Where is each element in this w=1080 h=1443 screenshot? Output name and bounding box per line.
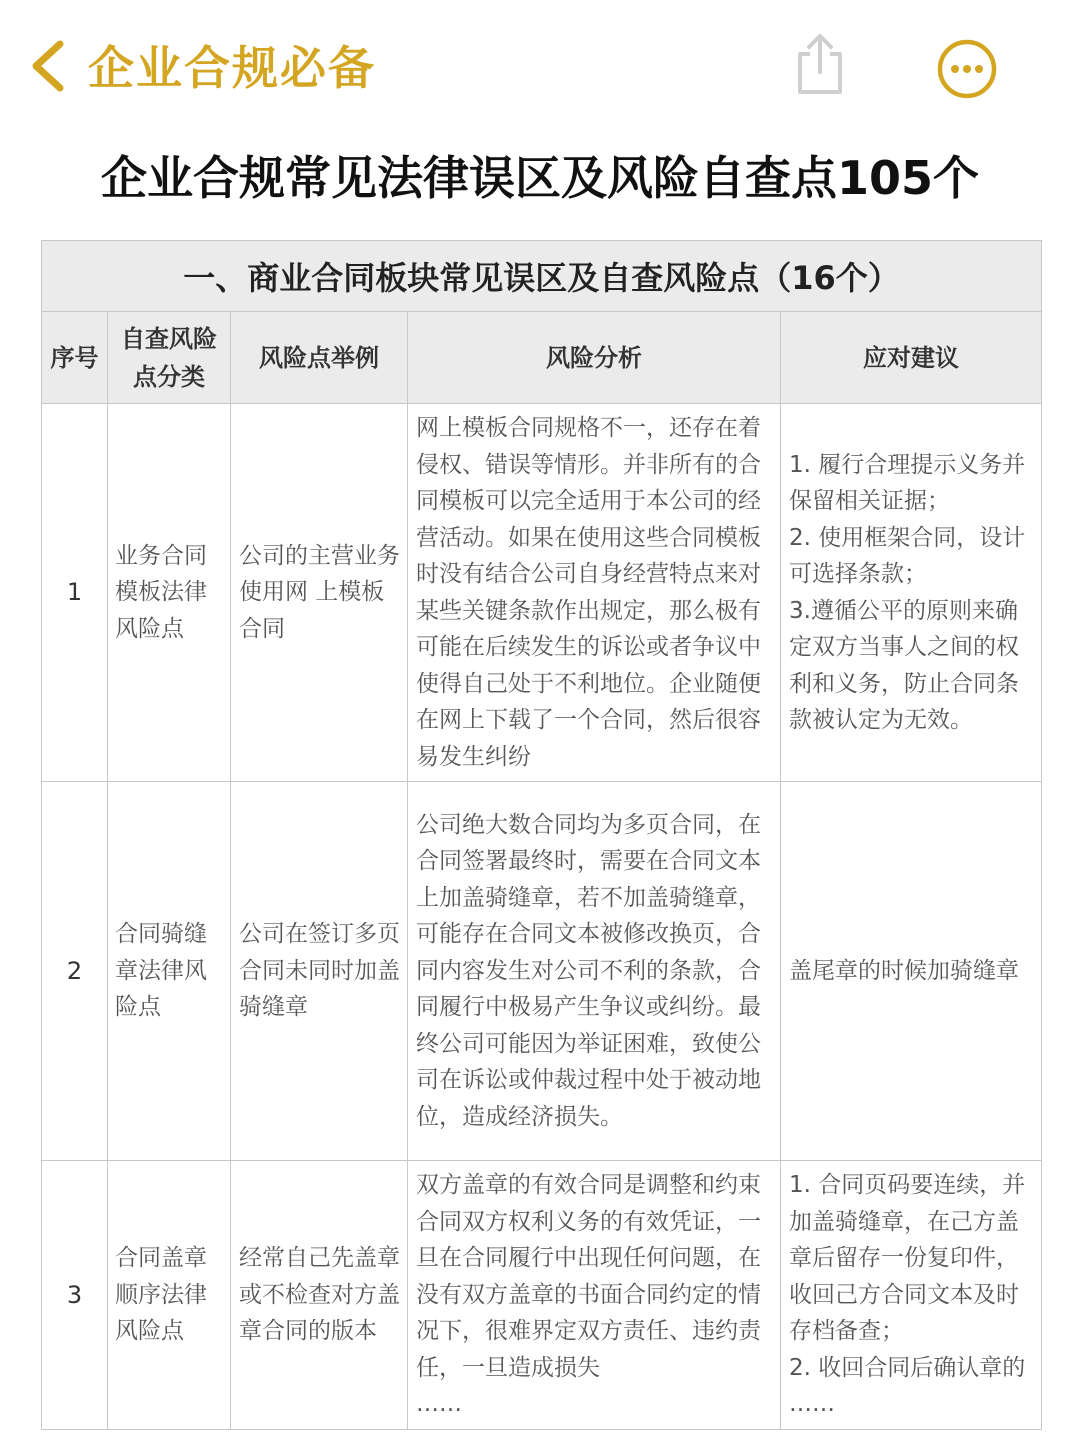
table-row: [42, 782, 1042, 1161]
row-example-text: 经常自己先盖章或不检查对方盖章合同的版本: [239, 1245, 400, 1345]
row-analysis: [408, 1161, 781, 1430]
header-example: 风险点举例: [231, 312, 408, 404]
row-category-text: 合同骑缝章法律风险点: [115, 921, 207, 1021]
row-analysis: [408, 404, 781, 782]
row-analysis-text: 网上模板合同规格不一，还存在着侵权、错误等情形。并非所有的合同模板可以完全适用于本公司的经营活动。如果在使用这些合同模板时没有结合公司自身经营特点来对某些关键条款作出规定，那么极有可能在后续发生的诉讼或者争议中使得自己处于不利地位。企业随便在网上下载了一个合同，然后很容易发生纠纷: [416, 415, 761, 770]
row-advice: [781, 404, 1042, 782]
document-title: 企业合规常见法律误区及风险自查点105个: [100, 151, 980, 205]
row-category-text: 业务合同模板法律风险点: [115, 542, 207, 642]
header-no: 序号: [42, 312, 108, 404]
table-row: [42, 1161, 1042, 1430]
row-advice-text: 1. 履行合理提示义务并保留相关证据； 2. 使用框架合同，设计可选择条款； 3.遵循公平的原则来确定双方当事人之间的权利和义务，防止合同条款被认定为无效。: [789, 451, 1026, 733]
header-advice: 应对建议: [781, 312, 1042, 404]
chevron-left-icon[interactable]: [28, 38, 68, 94]
row-category: [108, 1161, 231, 1430]
top-navigation-bar: [0, 0, 1080, 125]
header-analysis: 风险分析: [408, 312, 781, 404]
more-icon[interactable]: [936, 38, 998, 100]
row-category: [108, 404, 231, 782]
row-category-text: 合同盖章顺序法律风险点: [115, 1245, 207, 1345]
risk-table: [41, 240, 1042, 1430]
header-category: [108, 312, 231, 404]
row-advice: [781, 782, 1042, 1161]
row-category: [108, 782, 231, 1161]
row-advice: [781, 1161, 1042, 1430]
row-example-text: 公司的主营业务使用网 上模板合同: [239, 542, 400, 642]
row-analysis-text: 双方盖章的有效合同是调整和约束合同双方权利义务的有效凭证，一旦在合同履行中出现任何问题，在没有双方盖章的书面合同约定的情况下，很难界定双方责任、违约责任，一旦造成损失 ……: [416, 1172, 761, 1417]
share-icon[interactable]: [792, 30, 848, 98]
row-example: [231, 404, 408, 782]
header-category-label: 自查风险点分类: [121, 324, 217, 391]
row-advice-text: 盖尾章的时候加骑缝章: [789, 957, 1019, 984]
row-number: 3: [42, 1161, 108, 1430]
row-example: [231, 1161, 408, 1430]
section-title: 一、商业合同板块常见误区及自查风险点（16个）: [42, 241, 1042, 312]
row-advice-text: 1. 合同页码要连续，并加盖骑缝章，在己方盖章后留存一份复印件，收回己方合同文本及时存档备查； 2. 收回合同后确认章的 ……: [789, 1172, 1026, 1417]
section-header-row: [42, 241, 1042, 312]
row-analysis-text: 公司绝大数合同均为多页合同，在合同签署最终时，需要在合同文本上加盖骑缝章，若不加盖骑缝章，可能存在合同文本被修改换页，合同内容发生对公司不利的条款，合同履行中极易产生争议或纠纷。最终公司可能因为举证困难，致使公司在诉讼或仲裁过程中处于被动地位，造成经济损失。: [416, 811, 761, 1130]
nav-title: 企业合规必备: [88, 41, 376, 95]
table-row: [42, 404, 1042, 782]
row-number: 2: [42, 782, 108, 1161]
row-analysis: [408, 782, 781, 1161]
row-example: [231, 782, 408, 1161]
row-number: 1: [42, 404, 108, 782]
column-header-row: [42, 312, 1042, 404]
row-example-text: 公司在签订多页合同未同时加盖骑缝章: [239, 921, 400, 1021]
